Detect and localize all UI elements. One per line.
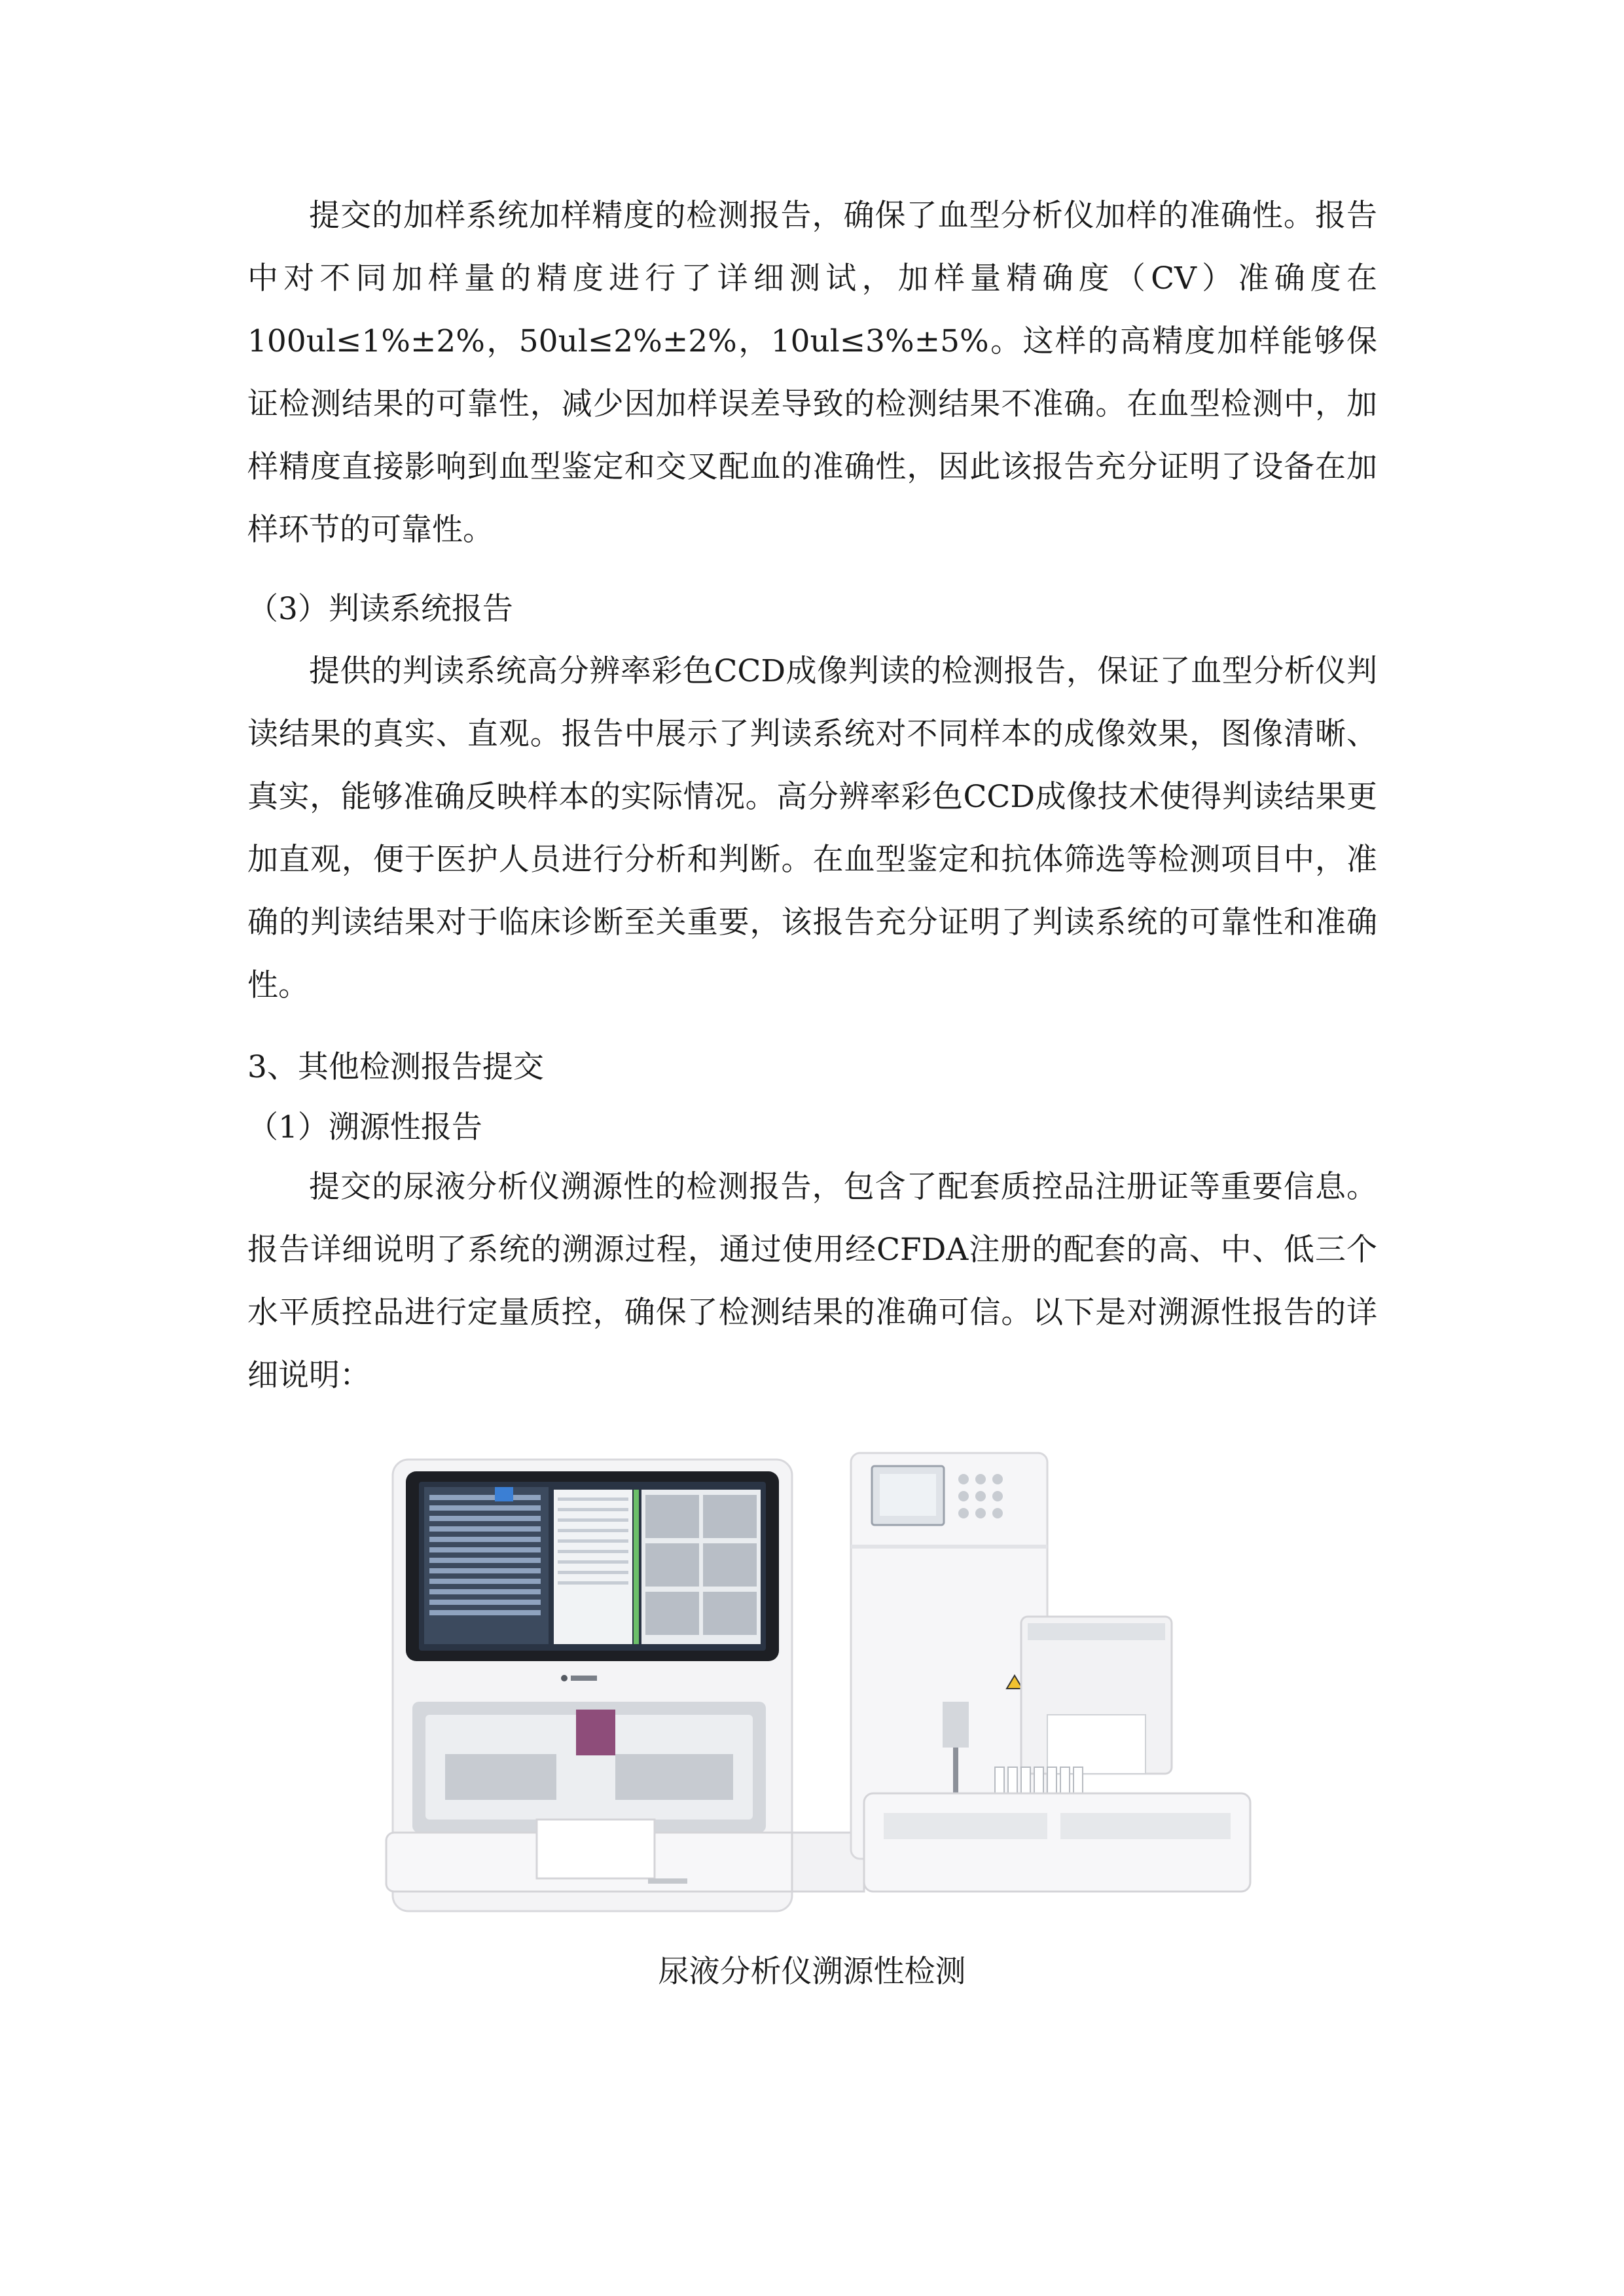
- heading-other-reports: 3、其他检测报告提交: [247, 1049, 544, 1085]
- heading-judge-system-report: （3）判读系统报告: [247, 591, 513, 627]
- urine-analyzer-photo: [367, 1427, 1257, 1924]
- figure-caption: 尿液分析仪溯源性检测: [658, 1954, 966, 1990]
- paragraph-judge-system: 提供的判读系统高分辨率彩色CCD成像判读的检测报告，保证了血型分析仪判读结果的真实、直观。报告中展示了判读系统对不同样本的成像效果，图像清晰、真实，能够准确反映样本的实际情况。高分辨率彩色CCD成像技术使得判读结果更加直观，便于医护人员进行分析和判断。在血型鉴定和抗体筛选等检测项目中，准确的判读结果对于临床诊断至关重要，该报告充分证明了判读系统的可靠性和准确性。: [247, 653, 1377, 1003]
- paragraph-traceability: 提交的尿液分析仪溯源性的检测报告，包含了配套质控品注册证等重要信息。报告详细说明了系统的溯源过程，通过使用经CFDA注册的配套的高、中、低三个水平质控品进行定量质控，确保了检测结果的准确可信。以下是对溯源性报告的详细说明：: [247, 1169, 1377, 1393]
- paragraph-sampling-precision: 提交的加样系统加样精度的检测报告，确保了血型分析仪加样的准确性。报告中对不同加样量的精度进行了详细测试，加样量精确度（CV）准确度在100ul≤1%±2%，50ul≤2%±2%，10ul≤3%±5%。这样的高精度加样能够保证检测结果的可靠性，减少因加样误差导致的检测结果不准确。在血型检测中，加样精度直接影响到血型鉴定和交叉配血的准确性，因此该报告充分证明了设备在加样环节的可靠性。: [247, 198, 1377, 548]
- heading-traceability-report: （1）溯源性报告: [247, 1109, 482, 1145]
